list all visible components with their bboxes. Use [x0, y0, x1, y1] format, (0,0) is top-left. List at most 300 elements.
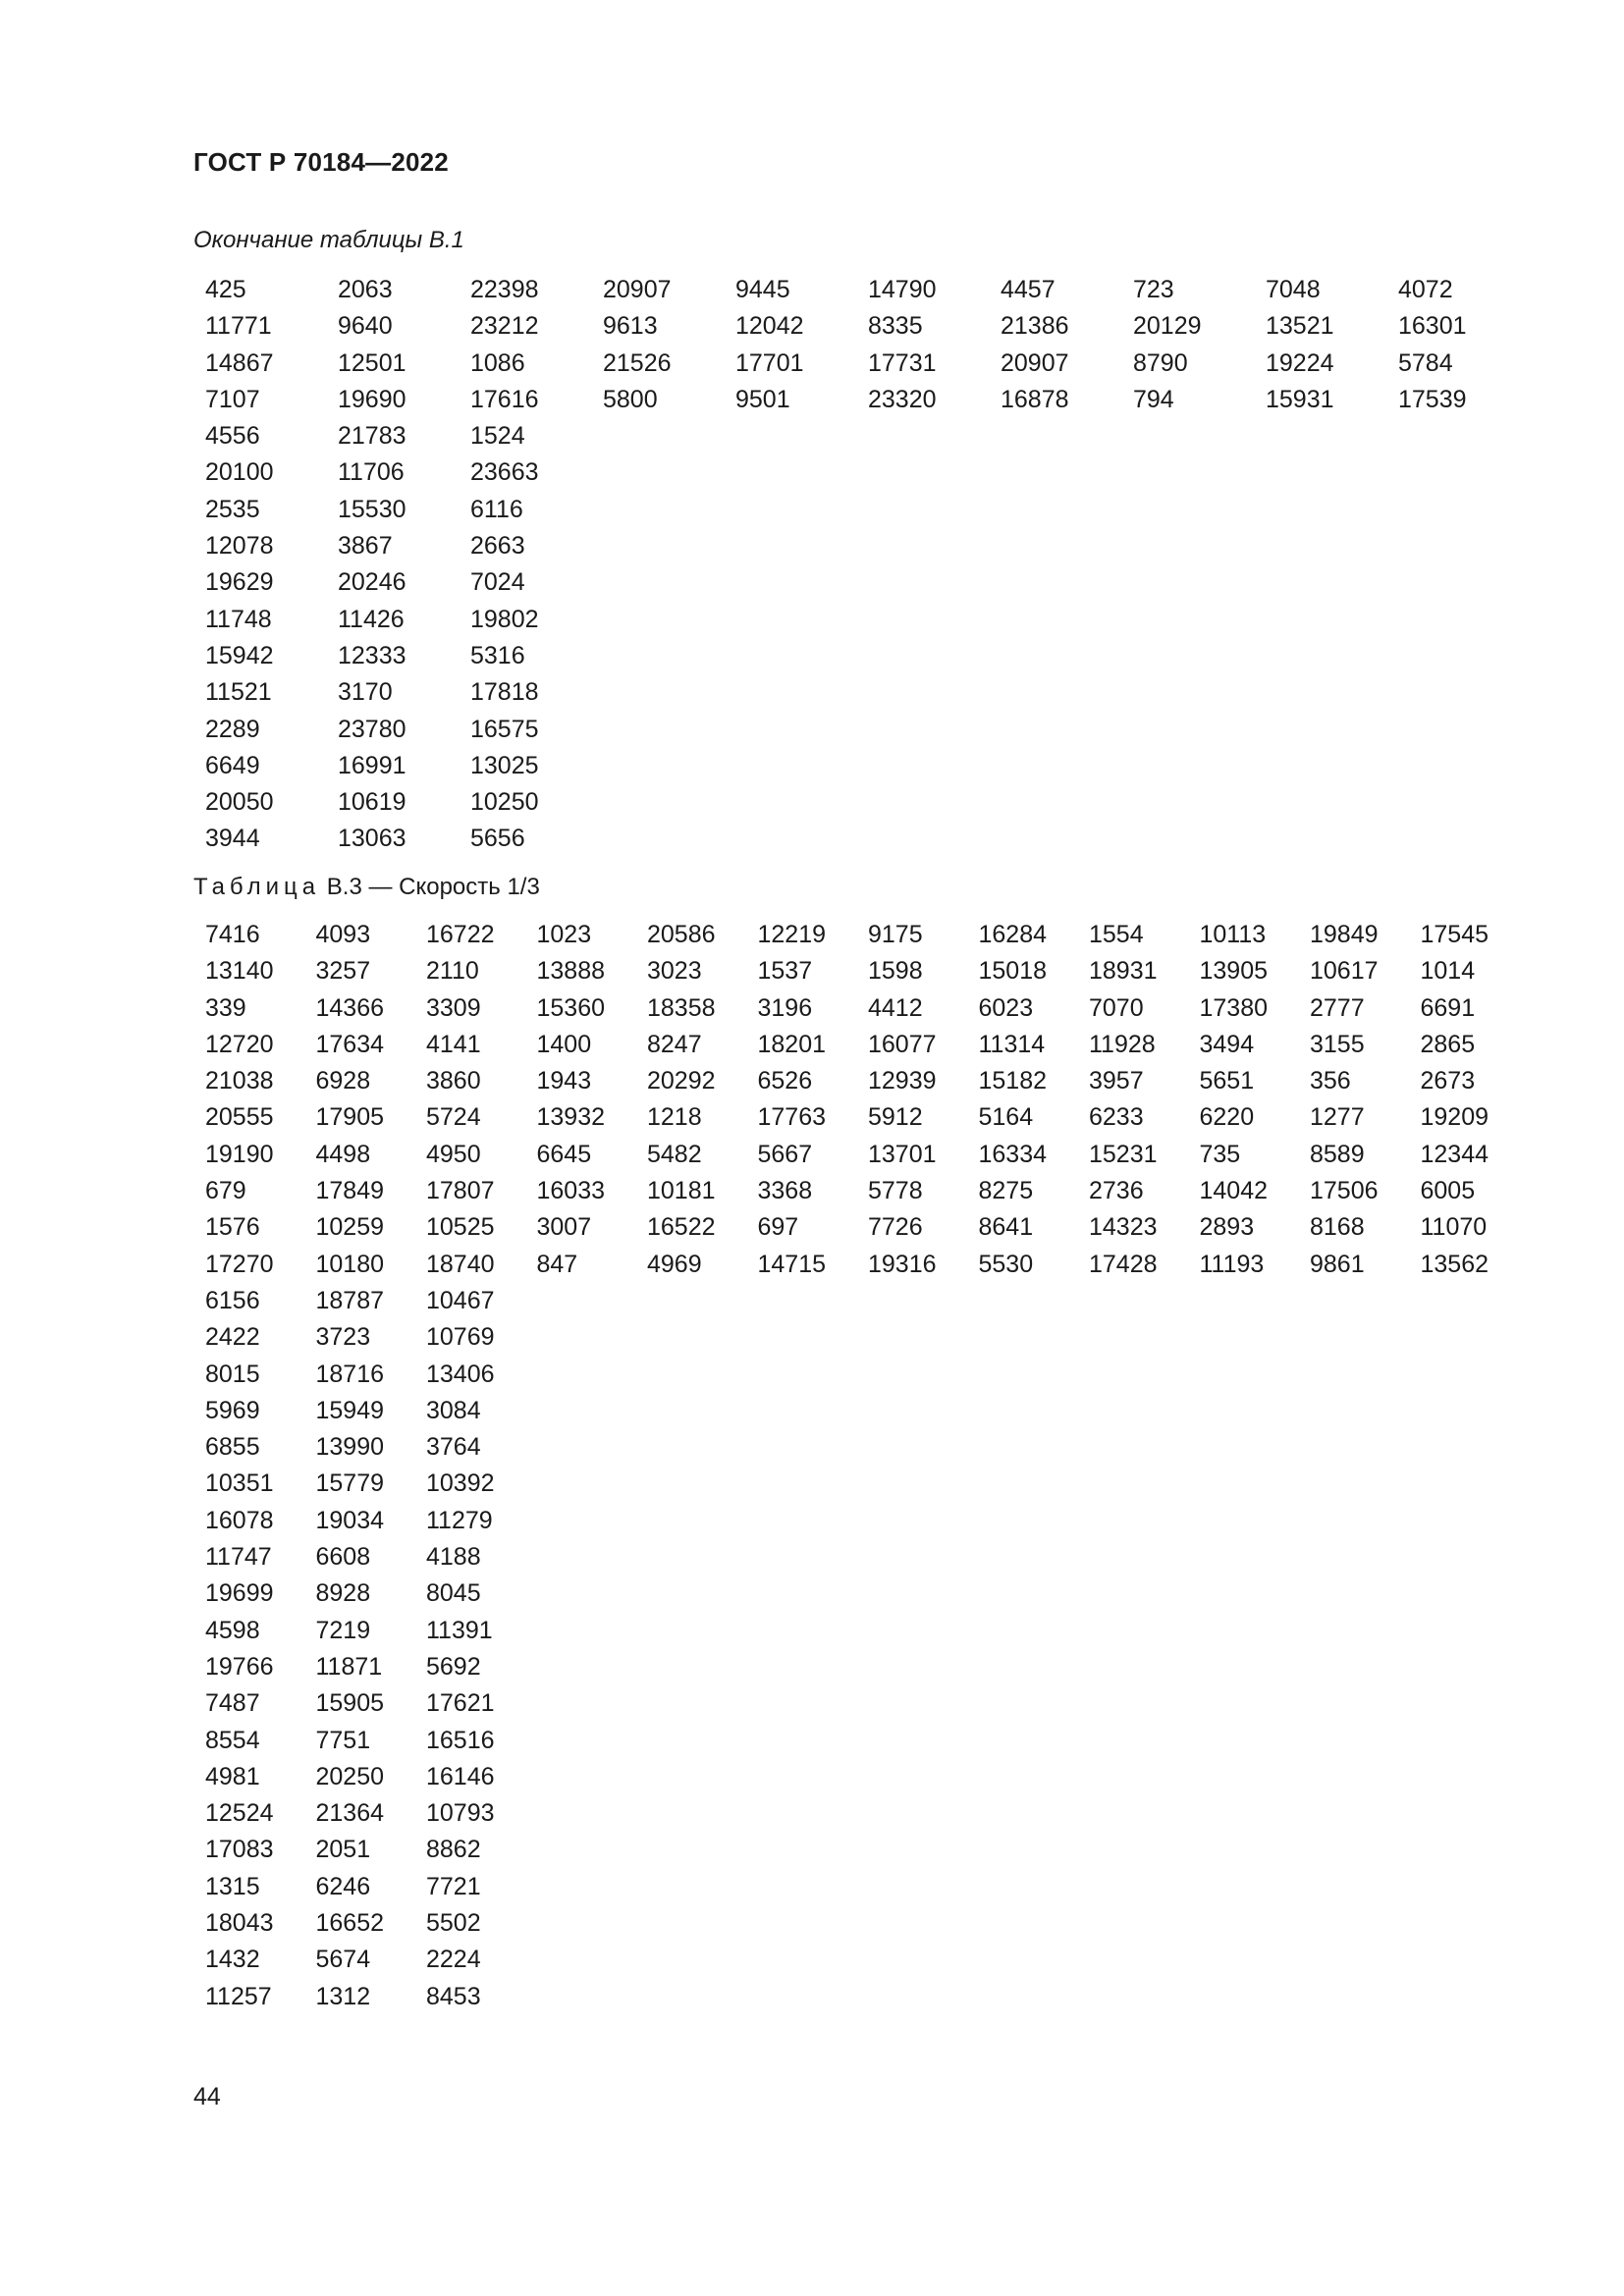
table-cell: 1537 [757, 957, 813, 986]
table-cell: 5667 [757, 1140, 813, 1168]
table-cell: 10259 [315, 1213, 385, 1242]
table-cell: 7721 [426, 1872, 481, 1900]
table-cell: 15360 [536, 993, 606, 1022]
table-row [193, 748, 1519, 784]
table-cell: 8641 [978, 1213, 1034, 1242]
table-b3-caption-title: В.3 — Скорость 1/3 [320, 874, 540, 900]
table-cell: 6116 [470, 495, 523, 523]
table-row [193, 602, 1519, 638]
table-row [193, 564, 1519, 601]
table-cell: 19209 [1420, 1103, 1489, 1132]
table-cell: 9640 [338, 312, 393, 341]
table-cell: 1315 [205, 1872, 260, 1900]
table-cell: 14790 [868, 276, 937, 303]
table-cell: 4141 [426, 1030, 481, 1058]
table-cell: 21386 [1001, 312, 1069, 341]
table-cell: 3155 [1310, 1030, 1365, 1058]
table-cell: 20555 [205, 1103, 274, 1132]
table-cell: 13701 [868, 1140, 937, 1168]
table-row [193, 1466, 1519, 1502]
table-cell: 23663 [470, 458, 539, 487]
table-cell: 18716 [315, 1360, 385, 1388]
table-cell: 20250 [315, 1762, 385, 1790]
table-cell: 12344 [1420, 1140, 1489, 1168]
table-cell: 8862 [426, 1836, 481, 1864]
table-row [193, 492, 1519, 528]
table-row [193, 1099, 1519, 1136]
table-cell: 8168 [1310, 1213, 1365, 1242]
table-cell: 12939 [868, 1067, 937, 1095]
table-cell: 11426 [338, 605, 405, 633]
table-row [193, 1759, 1519, 1795]
table-cell: 1400 [536, 1030, 592, 1058]
table-cell: 18201 [757, 1030, 827, 1058]
table-row [193, 1942, 1519, 1978]
table-cell: 8928 [315, 1579, 371, 1608]
table-cell: 8247 [647, 1030, 702, 1058]
table-row [193, 1357, 1519, 1393]
table-cell: 16284 [978, 921, 1048, 948]
table-cell: 4457 [1001, 276, 1056, 303]
table-cell: 16516 [426, 1726, 495, 1754]
table-cell: 1218 [647, 1103, 702, 1132]
table-cell: 10467 [426, 1286, 495, 1314]
table-cell: 10181 [647, 1177, 716, 1205]
table-cell: 19766 [205, 1652, 274, 1681]
table-cell: 3023 [647, 957, 702, 986]
table-row [193, 418, 1519, 454]
table-cell: 13521 [1266, 312, 1334, 341]
table-row [193, 1063, 1519, 1099]
table-cell: 5692 [426, 1652, 481, 1681]
table-cell: 5316 [470, 641, 525, 669]
table-b3-caption [193, 874, 540, 901]
table-cell: 11391 [426, 1616, 493, 1644]
table-cell: 17849 [315, 1177, 385, 1205]
table-cell: 10351 [205, 1469, 274, 1498]
table-cell: 6220 [1199, 1103, 1255, 1132]
table-cell: 13406 [426, 1360, 495, 1388]
table-cell: 4412 [868, 993, 923, 1022]
table-cell: 20050 [205, 788, 274, 817]
table-cell: 2893 [1199, 1213, 1255, 1242]
table-cell: 5912 [868, 1103, 923, 1132]
table-cell: 21783 [338, 422, 406, 451]
table-cell: 16652 [315, 1909, 385, 1938]
table-cell: 735 [1199, 1140, 1241, 1168]
table-cell: 12078 [205, 532, 274, 561]
table-row [193, 712, 1519, 748]
table-cell: 339 [205, 993, 246, 1022]
table-cell: 3867 [338, 532, 393, 561]
table-cell: 5651 [1199, 1067, 1255, 1095]
table-cell: 14323 [1089, 1213, 1158, 1242]
table-cell: 19316 [868, 1250, 937, 1278]
table-cell: 3309 [426, 993, 481, 1022]
table-cell: 847 [536, 1250, 578, 1278]
table-cell: 13888 [536, 957, 606, 986]
table-cell: 8790 [1133, 348, 1188, 377]
table-cell: 17818 [470, 678, 539, 707]
table-cell: 8045 [426, 1579, 481, 1608]
table-cell: 7487 [205, 1689, 260, 1718]
table-cell: 9175 [868, 921, 923, 948]
table-cell: 7024 [470, 568, 525, 597]
table-cell: 3368 [757, 1177, 813, 1205]
table-cell: 19190 [205, 1140, 274, 1168]
table-cell: 8275 [978, 1177, 1034, 1205]
table-cell: 10180 [315, 1250, 385, 1278]
table-cell: 10769 [426, 1323, 495, 1352]
table-cell: 17083 [205, 1836, 274, 1864]
table-cell: 10793 [426, 1799, 495, 1828]
table-cell: 6246 [315, 1872, 371, 1900]
table-cell: 1277 [1310, 1103, 1365, 1132]
table-cell: 10392 [426, 1469, 495, 1498]
table-cell: 425 [205, 276, 246, 303]
table-cell: 2865 [1420, 1030, 1476, 1058]
table-cell: 7726 [868, 1213, 923, 1242]
table-cell: 6645 [536, 1140, 592, 1168]
table-cell: 12524 [205, 1799, 274, 1828]
table-cell: 13140 [205, 957, 274, 986]
table-cell: 16334 [978, 1140, 1048, 1168]
table-cell: 19690 [338, 385, 406, 413]
table-cell: 20907 [1001, 348, 1069, 377]
table-cell: 11521 [205, 678, 272, 707]
table-cell: 16078 [205, 1506, 274, 1534]
table-cell: 7070 [1089, 993, 1144, 1022]
table-cell: 4498 [315, 1140, 371, 1168]
table-row [193, 784, 1519, 821]
table-cell: 5969 [205, 1396, 260, 1424]
table-cell: 19699 [205, 1579, 274, 1608]
table-cell: 4072 [1398, 276, 1453, 303]
table-cell: 20246 [338, 568, 406, 597]
table-cell: 21038 [205, 1067, 274, 1095]
table-cell: 3944 [205, 825, 260, 853]
table-row [193, 308, 1519, 345]
table-cell: 11771 [205, 312, 272, 341]
table-cell: 3723 [315, 1323, 371, 1352]
table-cell: 6233 [1089, 1103, 1144, 1132]
table-cell: 8335 [868, 312, 923, 341]
table-cell: 16077 [868, 1030, 937, 1058]
table-row [193, 1027, 1519, 1063]
table-row [193, 1209, 1519, 1246]
table-row [193, 1832, 1519, 1868]
table-cell: 1554 [1089, 921, 1144, 948]
table-row [193, 1649, 1519, 1685]
table-cell: 1598 [868, 957, 923, 986]
table-cell: 3007 [536, 1213, 592, 1242]
table-cell: 1524 [470, 422, 525, 451]
table-row [193, 382, 1519, 418]
table-cell: 3196 [757, 993, 813, 1022]
table-cell: 16878 [1001, 385, 1069, 413]
table-cell: 11748 [205, 605, 272, 633]
table-cell: 9613 [603, 312, 658, 341]
table-row [193, 990, 1519, 1027]
table-cell: 11193 [1199, 1250, 1265, 1278]
table-cell: 2051 [315, 1836, 371, 1864]
table-cell: 13905 [1199, 957, 1269, 986]
table-cell: 17380 [1199, 993, 1269, 1022]
table-cell: 21526 [603, 348, 672, 377]
table-cell: 17545 [1420, 921, 1489, 948]
table-cell: 3257 [315, 957, 371, 986]
table-cell: 16301 [1398, 312, 1467, 341]
table-row [193, 1503, 1519, 1539]
table-cell: 3764 [426, 1433, 481, 1462]
table-cell: 15779 [315, 1469, 385, 1498]
table-cell: 21364 [315, 1799, 385, 1828]
table-cell: 17621 [426, 1689, 495, 1718]
table-cell: 19224 [1266, 348, 1334, 377]
table-cell: 22398 [470, 276, 539, 303]
table-cell: 13025 [470, 751, 539, 779]
table-cell: 3957 [1089, 1067, 1144, 1095]
table-cell: 7416 [205, 921, 260, 948]
table-cell: 10617 [1310, 957, 1379, 986]
table-cell: 3170 [338, 678, 393, 707]
table-cell: 17701 [735, 348, 804, 377]
table-cell: 16033 [536, 1177, 606, 1205]
table-cell: 13063 [338, 825, 406, 853]
table-cell: 6928 [315, 1067, 371, 1095]
table-cell: 5778 [868, 1177, 923, 1205]
table-cell: 2422 [205, 1323, 260, 1352]
table-cell: 13990 [315, 1433, 385, 1462]
table-cell: 20907 [603, 276, 672, 303]
table-cell: 18358 [647, 993, 716, 1022]
table-cell: 15182 [978, 1067, 1048, 1095]
table-b1-caption: Окончание таблицы В.1 [193, 227, 464, 253]
table-cell: 4969 [647, 1250, 702, 1278]
table-cell: 2535 [205, 495, 260, 523]
table-row [193, 1319, 1519, 1356]
table-cell: 10113 [1199, 921, 1267, 948]
table-cell: 3860 [426, 1067, 481, 1095]
table-b3 [193, 917, 1519, 2015]
table-cell: 2673 [1420, 1067, 1476, 1095]
document-header: ГОСТ Р 70184—2022 [193, 147, 449, 177]
table-row [193, 1723, 1519, 1759]
table-cell: 16722 [426, 921, 495, 948]
table-cell: 16575 [470, 715, 539, 743]
table-cell: 697 [757, 1213, 799, 1242]
table-cell: 9861 [1310, 1250, 1365, 1278]
table-cell: 3084 [426, 1396, 481, 1424]
table-row [193, 953, 1519, 989]
table-cell: 2777 [1310, 993, 1365, 1022]
table-row [193, 1905, 1519, 1942]
table-cell: 16991 [338, 751, 406, 779]
table-cell: 9445 [735, 276, 790, 303]
table-row [193, 917, 1519, 953]
table-row [193, 1247, 1519, 1283]
table-cell: 1432 [205, 1946, 260, 1974]
table-cell: 12333 [338, 641, 406, 669]
table-cell: 356 [1310, 1067, 1351, 1095]
table-cell: 19034 [315, 1506, 385, 1534]
table-cell: 6649 [205, 751, 260, 779]
table-cell: 723 [1133, 276, 1174, 303]
table-cell: 2110 [426, 957, 479, 986]
table-row [193, 821, 1519, 857]
table-cell: 16522 [647, 1213, 716, 1242]
table-row [193, 454, 1519, 491]
table-row [193, 346, 1519, 382]
table-cell: 14867 [205, 348, 274, 377]
table-cell: 19849 [1310, 921, 1379, 948]
table-cell: 18043 [205, 1909, 274, 1938]
table-cell: 794 [1133, 385, 1174, 413]
table-cell: 13562 [1420, 1250, 1489, 1278]
table-cell: 1023 [536, 921, 592, 948]
table-cell: 6156 [205, 1286, 260, 1314]
table-row [193, 1539, 1519, 1575]
table-cell: 20292 [647, 1067, 716, 1095]
table-cell: 4950 [426, 1140, 481, 1168]
table-cell: 20129 [1133, 312, 1202, 341]
table-row [193, 1613, 1519, 1649]
table-cell: 1312 [315, 1982, 371, 2010]
table-cell: 5724 [426, 1103, 481, 1132]
table-cell: 19629 [205, 568, 274, 597]
table-cell: 12042 [735, 312, 804, 341]
table-cell: 4188 [426, 1543, 481, 1572]
table-cell: 20586 [647, 921, 716, 948]
table-cell: 1014 [1420, 957, 1476, 986]
table-cell: 15018 [978, 957, 1048, 986]
table-cell: 9501 [735, 385, 790, 413]
table-cell: 23212 [470, 312, 539, 341]
table-cell: 4093 [315, 921, 371, 948]
table-cell: 14042 [1199, 1177, 1269, 1205]
table-row [193, 1795, 1519, 1832]
table-cell: 10525 [426, 1213, 495, 1242]
table-cell: 6855 [205, 1433, 260, 1462]
table-cell: 11279 [426, 1506, 493, 1534]
table-cell: 18931 [1089, 957, 1158, 986]
table-cell: 17634 [315, 1030, 385, 1058]
table-cell: 23320 [868, 385, 937, 413]
table-cell: 8589 [1310, 1140, 1365, 1168]
table-cell: 17763 [757, 1103, 827, 1132]
table-cell: 4598 [205, 1616, 260, 1644]
table-cell: 17616 [470, 385, 539, 413]
table-cell: 4556 [205, 422, 260, 451]
table-row [193, 272, 1519, 308]
table-cell: 5674 [315, 1946, 371, 1974]
table-cell: 2063 [338, 276, 393, 303]
table-cell: 12501 [338, 348, 406, 377]
table-cell: 1943 [536, 1067, 592, 1095]
table-cell: 14366 [315, 993, 385, 1022]
table-cell: 8453 [426, 1982, 481, 2010]
table-cell: 17506 [1310, 1177, 1379, 1205]
table-cell: 5784 [1398, 348, 1453, 377]
table-cell: 15905 [315, 1689, 385, 1718]
table-b1-continuation [193, 272, 1519, 858]
table-cell: 11314 [978, 1030, 1046, 1058]
table-cell: 11928 [1089, 1030, 1156, 1058]
table-cell: 18787 [315, 1286, 385, 1314]
page-number: 44 [193, 2083, 221, 2110]
table-row [193, 638, 1519, 674]
table-cell: 2736 [1089, 1177, 1144, 1205]
table-b3-caption-label: Таблица [193, 874, 321, 900]
table-row [193, 1137, 1519, 1173]
table-cell: 2224 [426, 1946, 481, 1974]
table-cell: 11871 [315, 1652, 383, 1681]
table-cell: 11747 [205, 1543, 272, 1572]
table-row [193, 1429, 1519, 1466]
table-cell: 15931 [1266, 385, 1334, 413]
table-cell: 23780 [338, 715, 406, 743]
table-cell: 7219 [315, 1616, 371, 1644]
table-cell: 5800 [603, 385, 658, 413]
table-cell: 11706 [338, 458, 405, 487]
table-cell: 18740 [426, 1250, 495, 1278]
table-cell: 12720 [205, 1030, 274, 1058]
table-cell: 6691 [1420, 993, 1476, 1022]
table-row [193, 1283, 1519, 1319]
table-cell: 11070 [1420, 1213, 1488, 1242]
table-cell: 17539 [1398, 385, 1467, 413]
table-row [193, 674, 1519, 711]
table-cell: 7107 [205, 385, 260, 413]
table-cell: 14715 [757, 1250, 827, 1278]
table-row [193, 1173, 1519, 1209]
table-cell: 15530 [338, 495, 406, 523]
table-cell: 8015 [205, 1360, 260, 1388]
table-cell: 15942 [205, 641, 274, 669]
table-cell: 3494 [1199, 1030, 1255, 1058]
table-cell: 2663 [470, 532, 525, 561]
table-row [193, 1685, 1519, 1722]
table-cell: 17428 [1089, 1250, 1158, 1278]
table-cell: 5656 [470, 825, 525, 853]
table-cell: 17731 [868, 348, 937, 377]
table-cell: 1086 [470, 348, 525, 377]
table-cell: 6005 [1420, 1177, 1476, 1205]
table-cell: 7048 [1266, 276, 1321, 303]
table-cell: 5482 [647, 1140, 702, 1168]
table-cell: 6526 [757, 1067, 813, 1095]
table-cell: 6608 [315, 1543, 371, 1572]
table-cell: 10619 [338, 788, 406, 817]
table-cell: 16146 [426, 1762, 495, 1790]
table-row [193, 1979, 1519, 2015]
table-cell: 2289 [205, 715, 260, 743]
table-row [193, 528, 1519, 564]
table-cell: 11257 [205, 1982, 272, 2010]
table-row [193, 1393, 1519, 1429]
table-row [193, 1869, 1519, 1905]
table-row [193, 1575, 1519, 1612]
table-cell: 17807 [426, 1177, 495, 1205]
table-cell: 19802 [470, 605, 539, 633]
table-cell: 20100 [205, 458, 274, 487]
table-cell: 1576 [205, 1213, 260, 1242]
table-cell: 17270 [205, 1250, 274, 1278]
table-cell: 7751 [315, 1726, 371, 1754]
table-cell: 15231 [1089, 1140, 1158, 1168]
table-cell: 679 [205, 1177, 246, 1205]
table-cell: 5164 [978, 1103, 1034, 1132]
